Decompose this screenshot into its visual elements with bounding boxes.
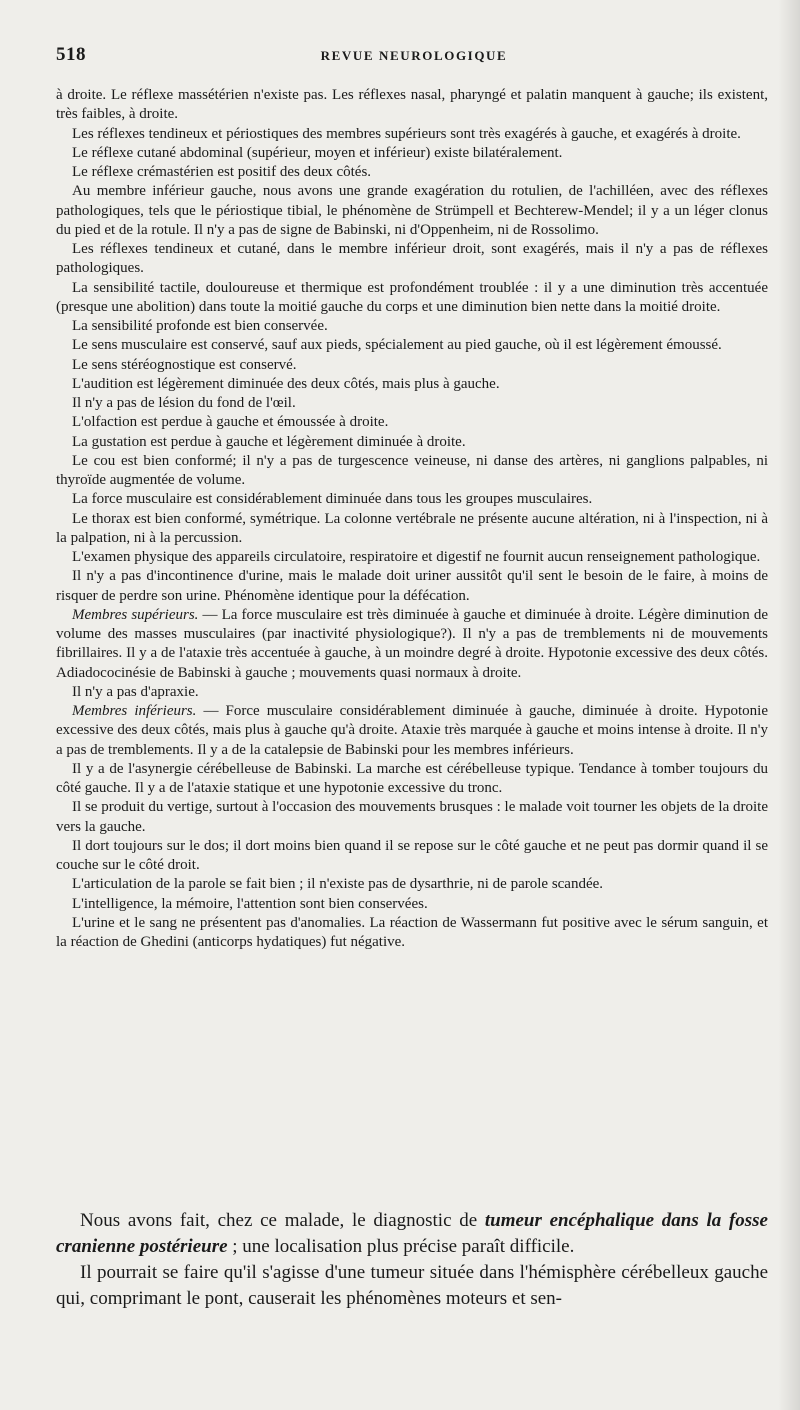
paragraph xyxy=(56,413,768,432)
paragraph xyxy=(56,356,768,375)
paragraph xyxy=(56,683,768,702)
running-title: REVUE NEUROLOGIQUE xyxy=(320,48,508,63)
paragraph-lead: Membres supérieurs. xyxy=(72,606,199,623)
paragraph xyxy=(56,125,768,144)
paragraph xyxy=(56,837,768,876)
paragraph xyxy=(56,182,768,240)
conclusion-paragraph xyxy=(56,1208,768,1260)
paragraph xyxy=(56,433,768,452)
paragraph xyxy=(56,548,768,567)
conclusion-paragraph xyxy=(56,1260,768,1312)
paragraph-text: La sensibilité profonde est bien conservée. xyxy=(72,318,328,334)
page-header xyxy=(56,44,772,70)
paragraph xyxy=(56,567,768,606)
conclusion-text xyxy=(56,1208,768,1312)
paragraph xyxy=(56,144,768,163)
paragraph-text: Le cou est bien conformé; il n'y a pas de turgescence veineuse, ni danse des artères, ni ganglions palpables, ni thyroïde augmentée de volume. xyxy=(56,452,768,488)
paragraph-text: — Force musculaire considérablement diminuée à gauche, diminuée à droite. Hypotonie excessive des deux côtés, mais plus à gauche qu'à droite. Ataxie très marquée à gauche et moins intense à droite. Il n'y a pas de tremblements. Il y a de la catalepsie de Babinski pour les membres inférieurs. xyxy=(56,703,768,758)
paragraph-text: Le sens musculaire est conservé, sauf aux pieds, spécialement au pied gauche, où il est légèrement émoussé. xyxy=(72,337,722,354)
page-number: 518 xyxy=(56,44,86,65)
conclusion-text-before: Nous avons fait, chez ce malade, le diagnostic de xyxy=(80,1210,485,1231)
paragraph-text: L'audition est légèrement diminuée des deux côtés, mais plus à gauche. xyxy=(72,375,500,392)
paragraph-text: — La force musculaire est très diminuée à gauche et diminuée à droite. Légère diminution de volume des masses musculaires (par inactivité physiologique?). Il n'y a pas de tremblements ni de mouvements fibrillaires. Il y a de l'ataxie très accentuée à gauche, à un moindre degré à droite. Hypotonie excessive des deux côtés. Adiadococinésie de Babinski à gauche ; mouvements quasi normaux à droite. xyxy=(56,606,768,681)
paragraph-text: Les réflexes tendineux et périostiques des membres supérieurs sont très exagérés à gauche, et exagérés à droite. xyxy=(72,125,741,142)
paragraph xyxy=(56,702,768,760)
paragraph-text: La sensibilité tactile, douloureuse et thermique est profondément troublée : il y a une diminution très accentuée (presque une abolition) dans toute la moitié gauche du corps et une diminution bien nette dans la moitié droite. xyxy=(56,279,768,315)
paragraph-text: Il dort toujours sur le dos; il dort moins bien quand il se repose sur le côté gauche et ne peut pas dormir quand il se couche sur le côté droit. xyxy=(56,837,768,873)
paragraph-text: Il n'y a pas d'apraxie. xyxy=(72,683,199,700)
paragraph-text: L'olfaction est perdue à gauche et émoussée à droite. xyxy=(72,414,389,431)
paragraph-text: Le sens stéréognostique est conservé. xyxy=(72,356,297,373)
paragraph xyxy=(56,279,768,318)
paragraph-text: L'urine et le sang ne présentent pas d'anomalies. La réaction de Wassermann fut positive avec le sérum sanguin, et la réaction de Ghedini (anticorps hydatiques) fut négative. xyxy=(56,914,768,950)
paragraph xyxy=(56,760,768,799)
paragraph-text: La gustation est perdue à gauche et légèrement diminuée à droite. xyxy=(72,433,466,450)
paragraph xyxy=(56,798,768,837)
paragraph xyxy=(56,875,768,894)
paragraph-text: à droite. Le réflexe massétérien n'existe pas. Les réflexes nasal, pharyngé et palatin manquent à gauche; ils existent, très faibles, à droite. xyxy=(56,87,768,123)
conclusion-text-before: Il pourrait se faire qu'il s'agisse d'une tumeur située dans l'hémisphère cérébelleux gauche qui, comprimant le pont, causerait les phénomènes moteurs et sen- xyxy=(56,1262,768,1309)
paragraph-text: Il n'y a pas de lésion du fond de l'œil. xyxy=(72,395,296,411)
paragraph-text: Le thorax est bien conformé, symétrique. La colonne vertébrale ne présente aucune altération, ni à l'inspection, ni à la palpation, ni à la percussion. xyxy=(56,510,768,546)
page-edge-shadow xyxy=(778,0,800,1410)
paragraph-text: L'intelligence, la mémoire, l'attention sont bien conservées. xyxy=(72,895,428,912)
paragraph-text: La force musculaire est considérablement diminuée dans tous les groupes musculaires. xyxy=(72,491,593,508)
paragraph xyxy=(56,490,768,509)
paragraph-text: Il se produit du vertige, surtout à l'occasion des mouvements brusques : le malade voit tourner les objets de la droite vers la gauche. xyxy=(56,799,768,835)
paragraph xyxy=(56,606,768,683)
paragraph xyxy=(56,163,768,182)
paragraph xyxy=(56,336,768,355)
paragraph-text: L'articulation de la parole se fait bien ; il n'existe pas de dysarthrie, ni de parole scandée. xyxy=(72,876,604,893)
paragraph xyxy=(56,394,768,413)
paragraph-text: Le réflexe cutané abdominal (supérieur, moyen et inférieur) existe bilatéralement. xyxy=(72,144,563,161)
diagnosis-emphasis: tumeur encéphalique dans la fosse cranienne postérieure xyxy=(56,1210,768,1257)
paragraph-lead: Membres inférieurs. xyxy=(72,703,197,719)
paragraph-text: Il n'y a pas d'incontinence d'urine, mais le malade doit uriner aussitôt qu'il sent le besoin de le faire, à moins de risquer de perdre son urine. Phénomène identique pour la défécation. xyxy=(56,568,768,604)
paragraph xyxy=(56,914,768,953)
paragraph xyxy=(56,895,768,914)
paragraph xyxy=(56,86,768,125)
paragraph xyxy=(56,317,768,336)
paragraph-text: Au membre inférieur gauche, nous avons une grande exagération du rotulien, de l'achilléen, avec des réflexes pathologiques, tels que le périostique tibial, le phénomène de Strümpell et Bechterew-Mendel; il y a un léger clonus du pied et de la rotule. Il n'y a pas de signe de Babinski, ni d'Oppenheim, ni de Rossolimo. xyxy=(56,183,768,238)
conclusion-text-after: ; une localisation plus précise paraît difficile. xyxy=(227,1236,575,1257)
paragraph xyxy=(56,452,768,491)
paragraph-text: L'examen physique des appareils circulatoire, respiratoire et digestif ne fournit aucun renseignement pathologique. xyxy=(72,549,761,565)
paragraph-text: Le réflexe crémastérien est positif des deux côtés. xyxy=(72,164,372,180)
paragraph-text: Il y a de l'asynergie cérébelleuse de Babinski. La marche est cérébelleuse typique. Tendance à tomber toujours du côté gauche. Il y a de l'ataxie statique et une hypotonie excessive du tronc. xyxy=(56,760,768,796)
paragraph xyxy=(56,510,768,549)
paragraph xyxy=(56,375,768,394)
paragraph-text: Les réflexes tendineux et cutané, dans le membre inférieur droit, sont exagérés, mais il n'y a pas de réflexes pathologiques. xyxy=(56,241,768,277)
paragraph xyxy=(56,240,768,279)
body-text xyxy=(56,86,768,952)
